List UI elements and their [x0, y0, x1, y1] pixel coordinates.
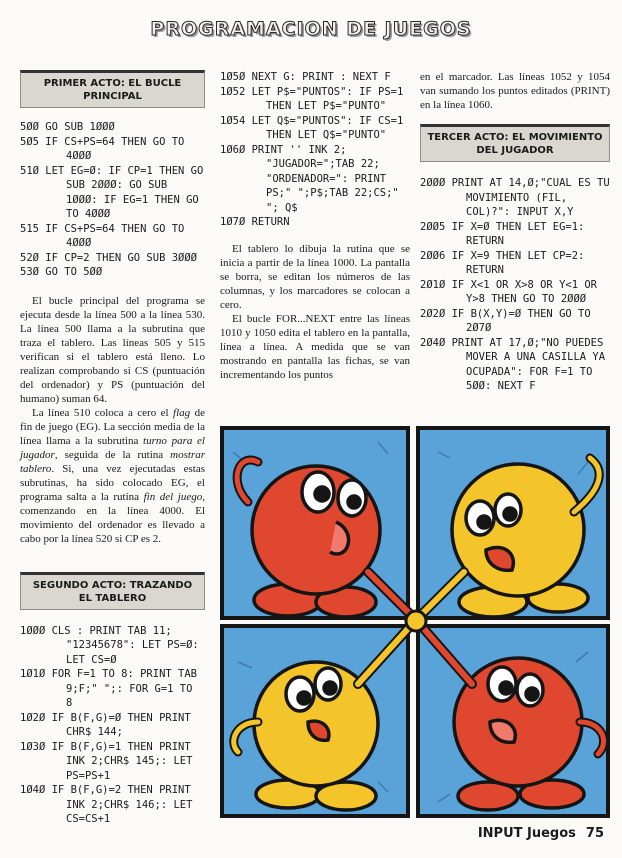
code-line: 1Ø4Ø IF B(F,G)=2 THEN PRINT INK 2;CHR$ 146;: LET CS=CS+1	[20, 784, 193, 825]
code-listing-3	[220, 70, 410, 230]
code-line: 51Ø LET EG=Ø: IF CP=1 THEN GO SUB 2ØØØ: GO SUB 1ØØØ: IF EG=1 THEN GO TO 4ØØØ	[20, 164, 204, 220]
code-line: 2Ø4Ø PRINT AT 17,Ø;"NO PUEDES MOVER A UNA CASILLA YA OCUPADA": FOR F=1 TO 5ØØ: NEXT F	[420, 336, 606, 392]
code-line: 1Ø54 LET Q$="PUNTOS": IF CS=1 THEN LET Q$="PUNTO"	[220, 114, 404, 141]
code-line: 1ØØØ CLS : PRINT TAB 11; "12345678": LET PS=Ø: LET CS=Ø	[20, 624, 199, 666]
code-line: 1Ø52 LET P$="PUNTOS": IF PS=1 THEN LET P$="PUNTO"	[220, 85, 404, 112]
code-listing-1	[20, 120, 205, 280]
section-box-segundo-acto: SEGUNDO ACTO: TRAZANDO EL TABLERO	[20, 572, 205, 610]
code-line: 2ØØØ PRINT AT 14,Ø;"CUAL ES TU MOVIMIENTO (FIL, COL)?": INPUT X,Y	[420, 177, 610, 218]
prose-block-3	[420, 70, 610, 112]
code-line: 5ØØ GO SUB 1ØØØ	[20, 121, 115, 133]
code-line: 2Ø2Ø IF B(X,Y)=Ø THEN GO TO 2Ø7Ø	[420, 307, 591, 334]
code-line: 1Ø3Ø IF B(F,G)=1 THEN PRINT INK 2;CHR$ 145;: LET PS=PS+1	[20, 740, 193, 782]
code-line: 2ØØ5 IF X=Ø THEN LET EG=1: RETURN	[420, 220, 585, 247]
paragraph: en el marcador. Las líneas 1052 y 1054 van sumando los puntos editados (PRINT) en la línea 1060.	[420, 71, 610, 111]
code-line: 2ØØ6 IF X=9 THEN LET CP=2: RETURN	[420, 249, 585, 276]
code-line: 52Ø IF CP=2 THEN GO SUB 3ØØØ	[20, 251, 198, 264]
column-1	[20, 70, 205, 827]
paragraph: El bucle FOR...NEXT entre las líneas 1010 y 1050 edita el tablero en la pantalla, línea a línea. A medida que se van mostrando en pantalla las fichas, se van incrementando los puntos	[220, 312, 410, 381]
page-footer	[478, 826, 604, 841]
code-line: 1Ø2Ø IF B(F,G)=Ø THEN PRINT CHR$ 144;	[20, 711, 191, 738]
cartoon-illustration	[218, 422, 614, 820]
paragraph: La línea 510 coloca a cero el flag de fin de juego (EG). La sección media de la línea llama a la subrutina turno para el jugador, seguida de la rutina mostrar tablero. Si, una vez ejecutadas estas subrutinas, ha sido colocado EG, el programa salta a la rutina fin del juego, comenzando en la línea 4000. El movimiento del ordenador es llevado a cabo por la línea 520 si CP es 2.	[20, 406, 205, 545]
column-2	[220, 70, 410, 382]
section-box-primer-acto: PRIMER ACTO: EL BUCLE PRINCIPAL	[20, 70, 205, 108]
page-number: 75	[585, 826, 604, 841]
code-line: 1Ø5Ø NEXT G: PRINT : NEXT F	[220, 71, 391, 83]
code-listing-4	[420, 176, 610, 394]
code-line: 1Ø6Ø PRINT '' INK 2; "JUGADOR=";TAB 22; "ORDENADOR=": PRINT PS;" ";P$;TAB 22;CS;" "; Q$	[220, 143, 399, 214]
prose-block-2	[220, 242, 410, 382]
code-line: 1Ø1Ø FOR F=1 TO 8: PRINT TAB 9;F;" ";: FOR G=1 TO 8	[20, 668, 198, 709]
code-line: 5Ø5 IF CS+PS=64 THEN GO TO 4ØØØ	[20, 135, 185, 162]
code-line: 2Ø1Ø IF X<1 OR X>8 OR Y<1 OR Y>8 THEN GO TO 2ØØØ	[420, 278, 598, 305]
code-line: 515 IF CS+PS=64 THEN GO TO 4ØØØ	[20, 222, 185, 249]
page-title: PROGRAMACION DE JUEGOS	[150, 18, 472, 40]
section-box-tercer-acto: TERCER ACTO: EL MOVIMIENTO DEL JUGADOR	[420, 124, 610, 162]
code-listing-2	[20, 624, 205, 827]
magazine-name: INPUT Juegos	[477, 826, 576, 841]
code-line: 1Ø7Ø RETURN	[220, 216, 290, 228]
paragraph: El tablero lo dibuja la rutina que se inicia a partir de la línea 1000. La pantalla se borra, se editan los números de las columnas, y los marcadores se colocan a cero.	[220, 242, 410, 311]
code-line: 53Ø GO TO 5ØØ	[20, 266, 103, 278]
paragraph: El bucle principal del programa se ejecuta desde la línea 500 a la línea 530. La línea 500 llama a la subrutina que traza el tablero. Las líneas 505 y 515 verifican si el tablero está lleno. Lo realizan comprobando si CS (puntuación del ordenador) y PS (puntuación del humano) suman 64.	[20, 294, 205, 405]
column-3	[420, 70, 610, 394]
prose-block-1	[20, 294, 205, 546]
